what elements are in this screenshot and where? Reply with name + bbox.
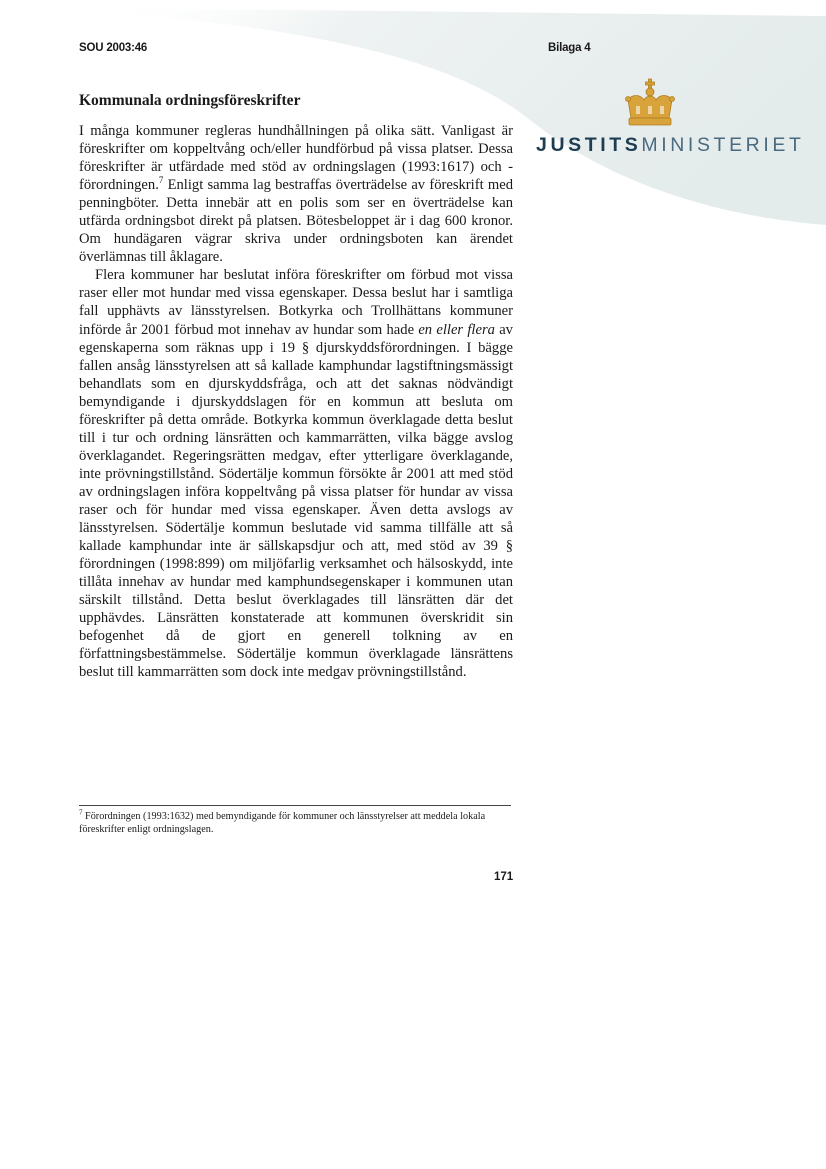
logo-part-ministeriet: MINISTERIET <box>641 134 805 156</box>
paragraph-2 <box>79 266 513 681</box>
page-number: 171 <box>494 871 514 883</box>
appendix-label: Bilaga 4 <box>548 42 591 54</box>
footnote-text: Förordningen (1993:1632) med bemyndigande för kommuner och länsstyrelser att meddela lokala föreskrifter enligt ordningslagen. <box>79 811 486 835</box>
paragraph-1-text-a: I många kommuner regleras hundhållningen på olika sätt. Vanligast är föreskrifter om koppeltvång och/eller hundförbud på vissa platser. Dessa föreskrifter är utfärdade med stöd av ordningslagen (1993:1617) och -förordningen. <box>79 123 513 194</box>
crown-icon <box>622 78 678 128</box>
ministry-logo <box>536 134 805 157</box>
section-heading: Kommunala ordningsföreskrifter <box>79 92 301 109</box>
paragraph-2-emphasis: en eller flera <box>418 321 495 338</box>
footnote <box>79 808 513 836</box>
paragraph-2-text-a: Flera kommuner har beslutat införa föreskrifter om förbud mot vissa raser eller mot hundar med vissa egenskaper. Dessa beslut har i samtliga fall upphävts av länsstyrelsen. Botkyrka och Trollhättans kommuner införde år 2001 förbud mot innehav av hundar som hade <box>79 267 513 338</box>
logo-part-justits: JUSTITS <box>536 134 642 156</box>
footnote-ref-7: 7 <box>158 175 164 186</box>
paragraph-2-text-b: av egenskaperna som räknas upp i 19 § djurskyddsförordningen. I bägge fallen ansåg länsstyrelsen att så kallade kamphundar lagstiftningsmässigt behandlats som en djurskyddsfråga, och att det saknas nödvändigt bemyndigande i djurskyddslagen för en kommun att besluta om föreskrifter på detta område. Botkyrka kommun överklagade detta beslut till i tur och ordning länsrätten och kammarrätten, vilka bägge avslog överklagandet. Regeringsrätten medgav, efter ytterligare överklagande, inte prövningstillstånd. Södertälje kommun försökte år 2001 att med stöd av ordningslagen införa koppeltvång på vissa platser för hundar av vissa raser och för hundar med vissa egenskaper. Även detta avslogs av länsstyrelsen. Södertälje kommun beslutade vid samma tillfälle att så kallade kamphundar inte är sällskapsdjur och att, med stöd av 39 § förordningen (1998:899) om miljöfarlig verksamhet och hälsoskydd, inte tillåta innehav av hundar med kamphundsegenskaper i kommunen utan särskilt tillstånd. Detta beslut överklagades till länsrätten där det upphävdes. Länsrätten konstaterade att kommunen överskridit sin befogenhet då de gjort en generell tolkning av en författningsbestämmelse. Södertälje kommun överklagade länsrättens beslut till kammarrätten som dock inte medgav prövningstillstånd. <box>79 321 513 681</box>
footnote-divider <box>79 805 511 806</box>
footnote-number: 7 <box>79 808 83 817</box>
document-series-label: SOU 2003:46 <box>79 42 148 54</box>
paragraph-1-text-b: Enligt samma lag bestraffas överträdelse av föreskrift med penningböter. Detta innebär att en polis som ser en överträdelse kan utfärda ordningsbot direkt på platsen. Bötesbeloppet är i dag 600 kronor. Om hundägaren vägrar skriva under ordningsboten kan ärendet överlämnas till åklagare. <box>79 177 513 266</box>
paragraph-1 <box>79 122 513 266</box>
body-text <box>79 122 513 681</box>
